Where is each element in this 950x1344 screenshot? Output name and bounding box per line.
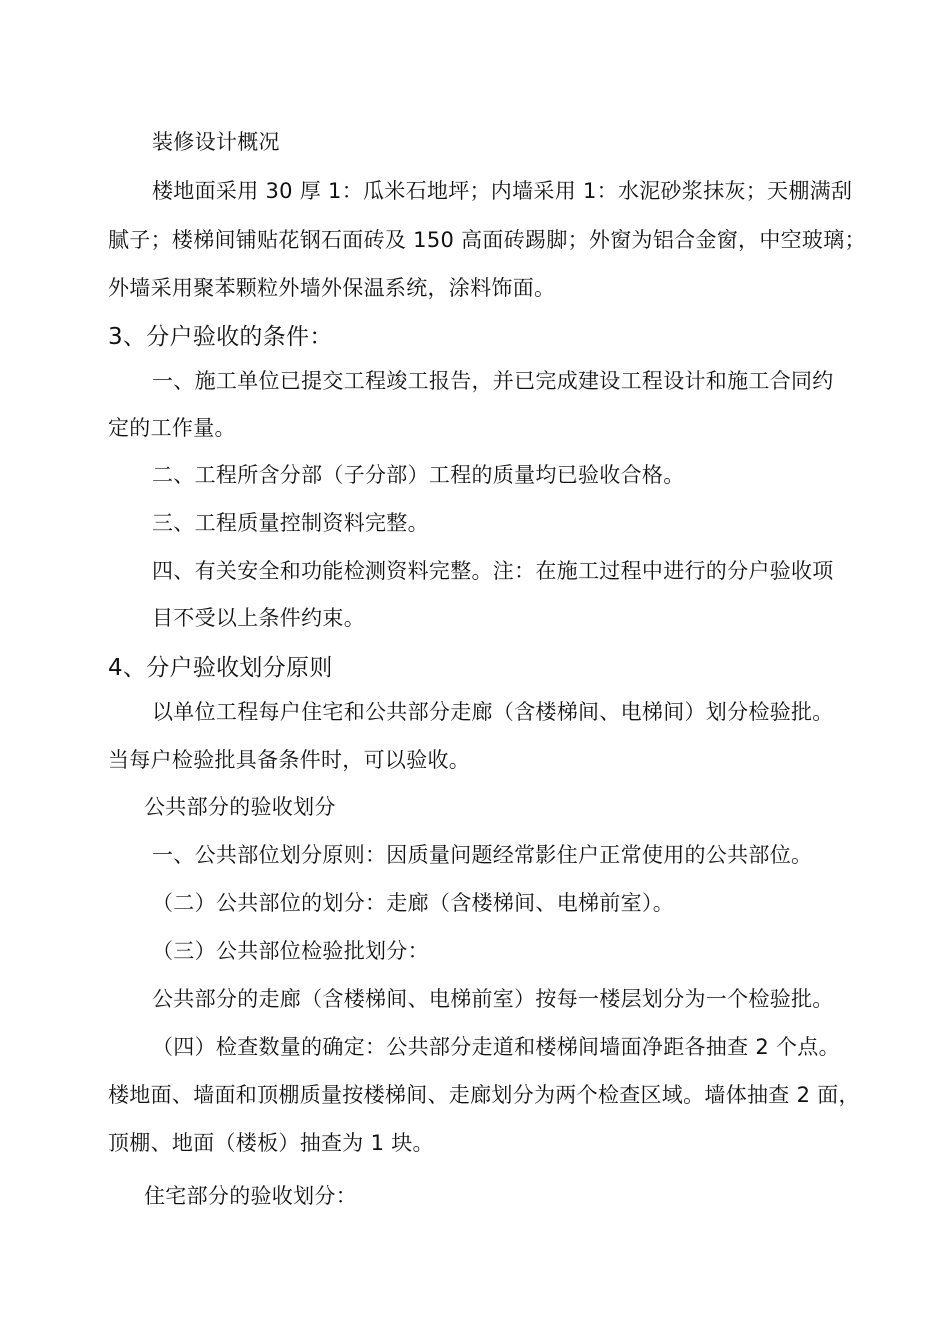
paragraph-line: 以单位工程每户住宅和公共部分走廊（含楼梯间、电梯间）划分检验批。 — [152, 700, 834, 724]
paragraph-line: （四）检查数量的确定：公共部分走道和楼梯间墙面净距各抽查 2 个点。 — [152, 1035, 840, 1059]
paragraph-line: 定的工作量。 — [108, 416, 236, 440]
subheading-residential-area: 住宅部分的验收划分： — [144, 1184, 357, 1208]
paragraph-line: 一、公共部位划分原则：因质量问题经常影住户正常使用的公共部位。 — [152, 843, 813, 867]
paragraph-line: 当每户检验批具备条件时，可以验收。 — [108, 748, 471, 772]
paragraph-line: 目不受以上条件约束。 — [152, 606, 365, 630]
paragraph-line: 二、工程所含分部（子分部）工程的质量均已验收合格。 — [152, 463, 685, 487]
paragraph-line: 一、施工单位已提交工程竣工报告，并已完成建设工程设计和施工合同约 — [152, 369, 834, 393]
paragraph-line: （三）公共部位检验批划分： — [152, 939, 429, 963]
paragraph-line: 三、工程质量控制资料完整。 — [152, 511, 429, 535]
subheading-public-area: 公共部分的验收划分 — [144, 795, 336, 819]
paragraph-line: 公共部分的走廊（含楼梯间、电梯前室）按每一楼层划分为一个检验批。 — [152, 987, 834, 1011]
paragraph-line: 楼地面、墙面和顶棚质量按楼梯间、走廊划分为两个检查区域。墙体抽查 2 面， — [108, 1083, 860, 1107]
paragraph-line: 顶棚、地面（楼板）抽查为 1 块。 — [108, 1131, 434, 1155]
heading-division-principles: 4、分户验收划分原则 — [108, 655, 333, 681]
heading-acceptance-conditions: 3、分户验收的条件： — [108, 324, 333, 350]
section-title-decoration: 装修设计概况 — [152, 130, 280, 154]
paragraph-line: 楼地面采用 30 厚 1：瓜米石地坪；内墙采用 1：水泥砂浆抹灰；天棚满刮 — [152, 179, 853, 203]
paragraph-line: 四、有关安全和功能检测资料完整。注：在施工过程中进行的分户验收项 — [152, 559, 834, 583]
paragraph-line: （二）公共部位的划分：走廊（含楼梯间、电梯前室）。 — [152, 891, 674, 915]
paragraph-line: 腻子；楼梯间铺贴花钢石面砖及 150 高面砖踢脚；外窗为铝合金窗，中空玻璃； — [108, 228, 866, 252]
paragraph-line: 外墙采用聚苯颗粒外墙外保温系统，涂料饰面。 — [108, 276, 556, 300]
